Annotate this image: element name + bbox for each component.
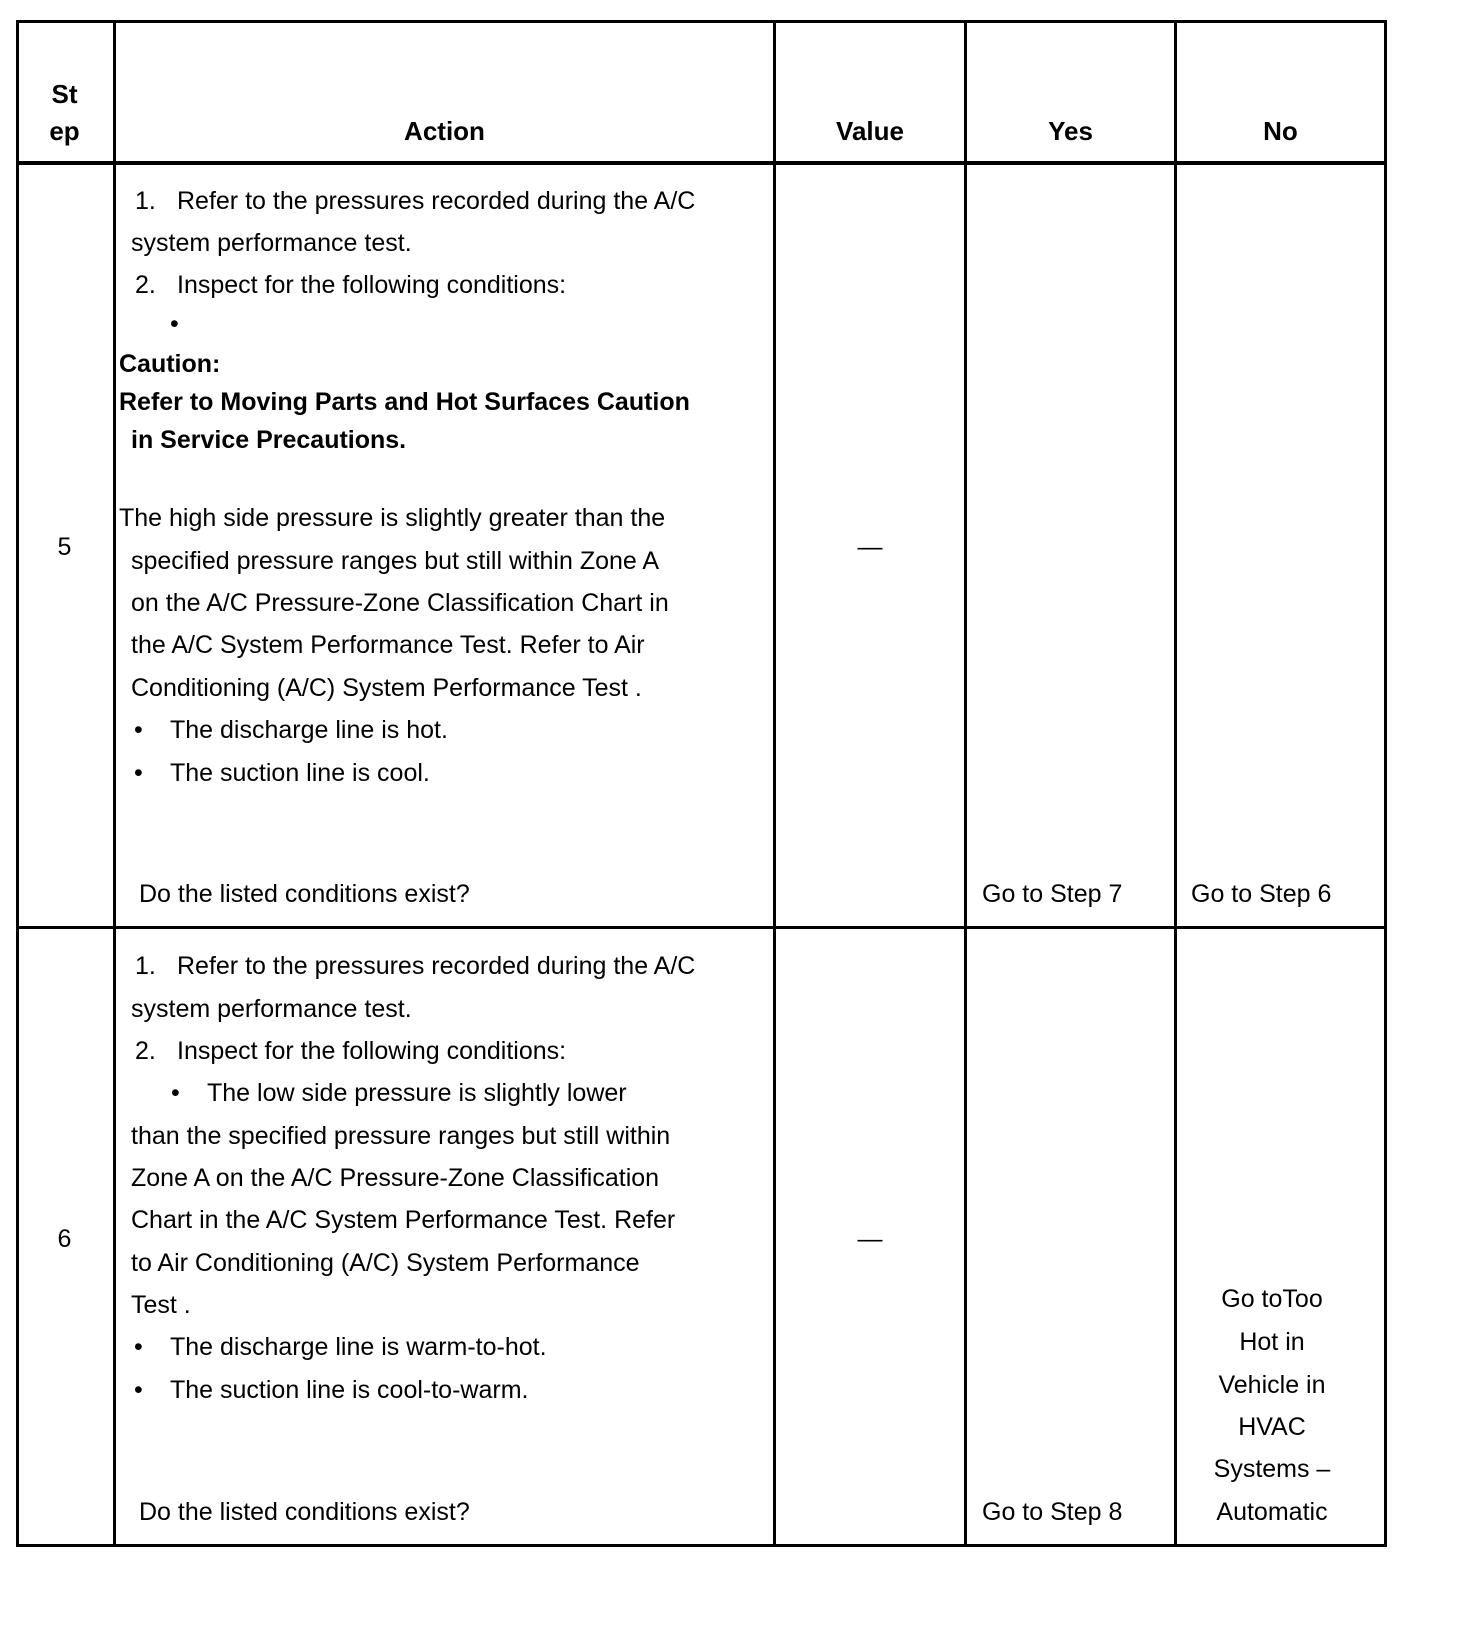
- list-item-number: 1.: [135, 187, 156, 215]
- caution-text: in Service Precautions.: [131, 426, 407, 454]
- header-value: Value: [836, 116, 904, 146]
- bullet-mark: •: [134, 716, 143, 744]
- bullet-mark: •: [134, 1333, 143, 1361]
- col-divider-action: [773, 20, 776, 1547]
- no-result-line: Go toToo: [1221, 1285, 1323, 1313]
- no-result-line: Hot in: [1239, 1328, 1305, 1356]
- value-dash: —: [857, 533, 883, 561]
- condition-text: Chart in the A/C System Performance Test. Refer: [131, 1206, 676, 1234]
- header-step-line2: ep: [49, 116, 80, 146]
- col-divider-yes: [1174, 20, 1177, 1547]
- list-item-number: 1.: [135, 952, 156, 980]
- bullet-text: The suction line is cool.: [170, 759, 430, 787]
- list-item-text: system performance test.: [131, 229, 412, 257]
- step-number: 6: [57, 1225, 72, 1253]
- list-item-text: system performance test.: [131, 995, 412, 1023]
- condition-text: Conditioning (A/C) System Performance Test .: [131, 674, 642, 702]
- header-action: Action: [404, 116, 485, 146]
- bullet-text: The discharge line is hot.: [170, 716, 448, 744]
- condition-text: specified pressure ranges but still within Zone A: [131, 547, 660, 575]
- bullet-mark: •: [170, 310, 179, 338]
- col-divider-value: [964, 20, 967, 1547]
- bullet-text: The discharge line is warm-to-hot.: [170, 1333, 547, 1361]
- bullet-mark: •: [134, 1376, 143, 1404]
- table-border-bottom: [16, 1544, 1387, 1547]
- condition-text: the A/C System Performance Test. Refer to Air: [131, 631, 645, 659]
- caution-title: Caution:: [119, 350, 221, 378]
- header-yes: Yes: [1048, 116, 1093, 146]
- no-result-line: Systems –: [1213, 1455, 1331, 1483]
- condition-text: to Air Conditioning (A/C) System Performance: [131, 1249, 640, 1277]
- yes-result: Go to Step 7: [982, 880, 1123, 908]
- question-text: Do the listed conditions exist?: [139, 1498, 470, 1526]
- header-step-line1: St: [51, 79, 78, 109]
- step-number: 5: [57, 533, 72, 561]
- list-item-number: 2.: [135, 271, 156, 299]
- condition-text: Zone A on the A/C Pressure-Zone Classification: [131, 1164, 660, 1192]
- list-item-text: Refer to the pressures recorded during the A/C: [177, 187, 696, 215]
- table-border-top: [16, 20, 1387, 23]
- list-item-number: 2.: [135, 1037, 156, 1065]
- table-border-right: [1384, 20, 1387, 1547]
- col-divider-step: [113, 20, 116, 1547]
- no-result-line: HVAC: [1238, 1413, 1306, 1441]
- list-item-text: Inspect for the following conditions:: [177, 271, 567, 299]
- bullet-mark: •: [171, 1079, 180, 1107]
- condition-text: on the A/C Pressure-Zone Classification Chart in: [131, 589, 669, 617]
- condition-text: The high side pressure is slightly greater than the: [119, 504, 666, 532]
- question-text: Do the listed conditions exist?: [139, 880, 470, 908]
- list-item-text: Inspect for the following conditions:: [177, 1037, 567, 1065]
- condition-text: than the specified pressure ranges but still within: [131, 1122, 671, 1150]
- no-result-line: Automatic: [1216, 1498, 1328, 1526]
- list-item-text: Refer to the pressures recorded during the A/C: [177, 952, 696, 980]
- no-result-line: Vehicle in: [1218, 1371, 1326, 1399]
- bullet-text: The suction line is cool-to-warm.: [170, 1376, 529, 1404]
- bullet-mark: •: [134, 759, 143, 787]
- header-no: No: [1263, 116, 1298, 146]
- caution-text: Refer to Moving Parts and Hot Surfaces Caution: [119, 388, 690, 416]
- condition-text: Test .: [131, 1291, 191, 1319]
- yes-result: Go to Step 8: [982, 1498, 1123, 1526]
- no-result: Go to Step 6: [1191, 880, 1332, 908]
- value-dash: —: [857, 1225, 883, 1253]
- table-border-left: [16, 20, 19, 1547]
- row-divider: [16, 926, 1387, 929]
- header-divider: [16, 161, 1387, 165]
- condition-text: The low side pressure is slightly lower: [207, 1079, 627, 1107]
